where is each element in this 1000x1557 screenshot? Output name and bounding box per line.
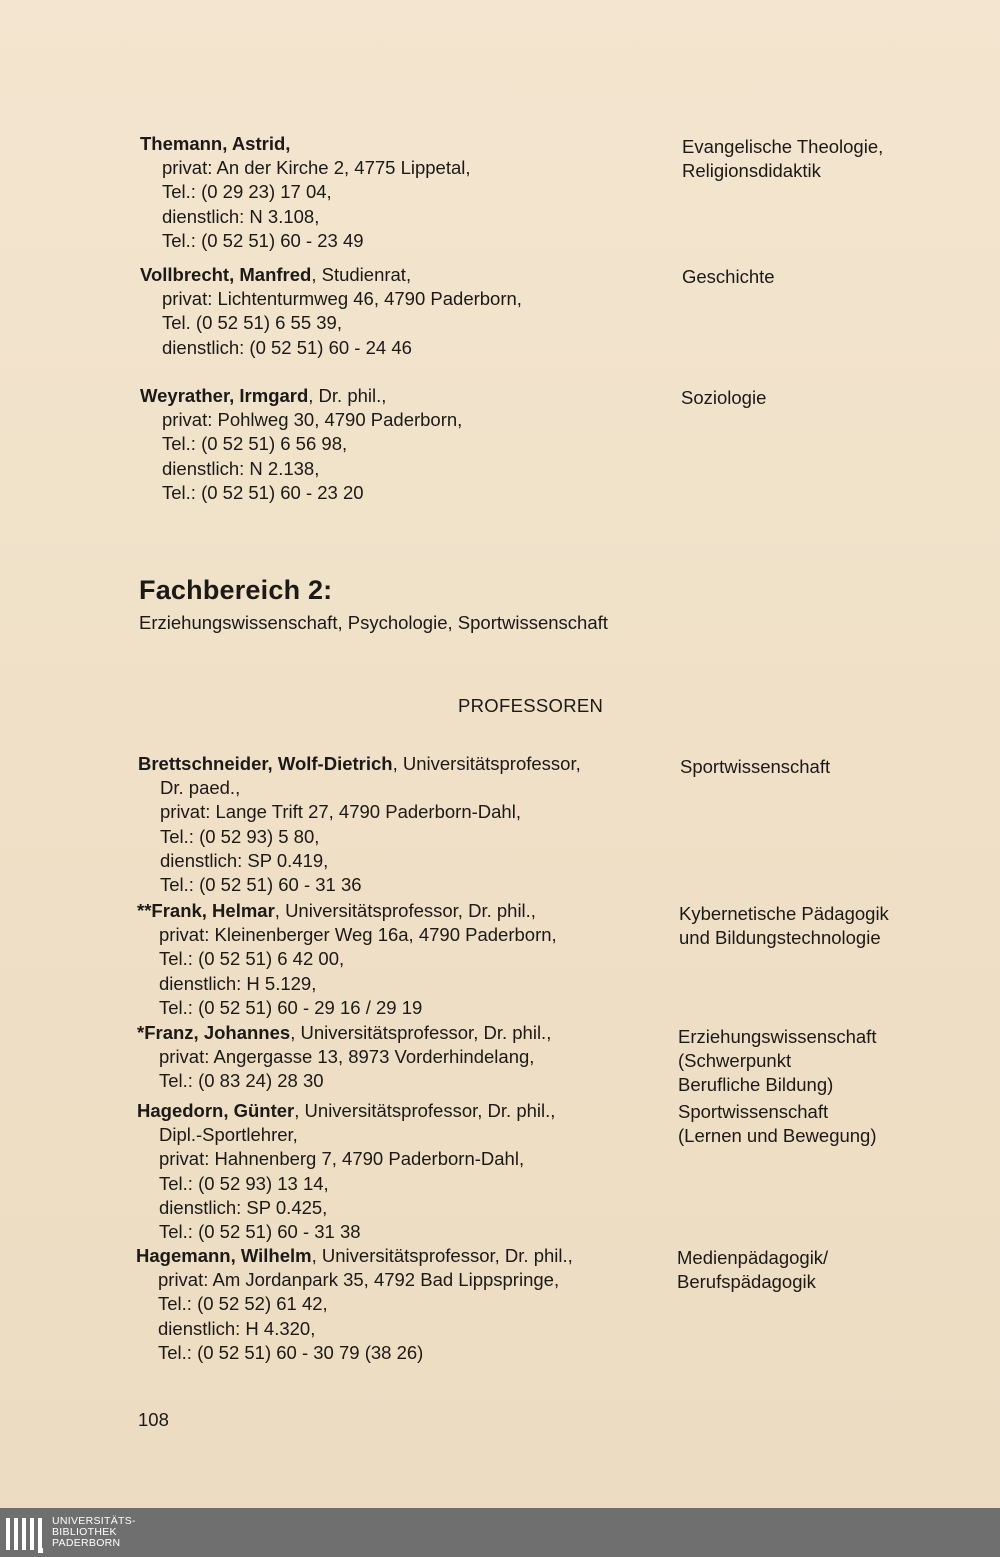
field-hagedorn [678,1100,877,1148]
field-weyrather [681,386,766,410]
address-line: privat: Pohlweg 30, 4790 Paderborn, [162,409,463,431]
person-name: Themann, Astrid, [140,133,291,154]
office-line: dienstlich: N 2.138, [162,457,320,479]
field-line: Geschichte [682,266,775,287]
office-line: dienstlich: H 5.129, [159,972,317,994]
phone-line: Tel.: (0 52 52) 61 42, [158,1293,328,1315]
degree-line: Dr. paed., [160,777,241,799]
fachbereich-subtitle: Erziehungswissenschaft, Psychologie, Sportwissenschaft [139,612,608,633]
address-line: privat: Kleinenberger Weg 16a, 4790 Paderborn, [159,924,557,946]
office-line: dienstlich: N 3.108, [162,205,320,227]
phone-line: Tel. (0 52 51) 6 55 39, [162,312,342,334]
person-name: **Frank, Helmar [137,900,275,921]
person-name: Vollbrecht, Manfred [140,264,312,285]
fachbereich-title: Fachbereich 2: [139,575,333,605]
address-line: privat: An der Kirche 2, 4775 Lippetal, [162,157,471,179]
phone-line: Tel.: (0 52 51) 60 - 31 38 [159,1221,361,1243]
library-name-line: PADERBORN [52,1537,121,1549]
person-name: Weyrather, Irmgard [140,385,309,406]
entry-franz [137,1021,551,1094]
person-name: Hagemann, Wilhelm [136,1245,312,1266]
phone-line: Tel.: (0 52 93) 13 14, [159,1172,329,1194]
field-brettschneider [680,755,830,779]
field-frank [679,902,889,950]
office-line: dienstlich: SP 0.419, [160,849,329,871]
field-line: Berufliche Bildung) [678,1074,834,1095]
field-line: Sportwissenschaft [678,1101,829,1122]
field-line: (Lernen und Bewegung) [678,1125,877,1146]
phone-line: Tel.: (0 52 51) 60 - 23 49 [162,229,364,251]
phone-line: Tel.: (0 52 51) 6 56 98, [162,433,348,455]
office-line: dienstlich: H 4.320, [158,1317,316,1339]
person-name: Hagedorn, Günter [137,1100,295,1121]
library-footer [0,1508,1000,1557]
address-line: privat: Lichtenturmweg 46, 4790 Paderborn, [162,288,522,310]
entry-vollbrecht [140,263,522,360]
phone-line: Tel.: (0 52 51) 6 42 00, [159,948,345,970]
page-number: 108 [138,1409,169,1430]
degree-line: Dipl.-Sportlehrer, [159,1124,298,1146]
phone-line: Tel.: (0 52 51) 60 - 30 79 (38 26) [158,1341,424,1363]
person-title: , Universitätsprofessor, Dr. phil., [290,1022,552,1043]
person-title: , Studienrat, [311,264,412,285]
entry-brettschneider [138,752,581,897]
person-title: , Universitätsprofessor, Dr. phil., [274,900,536,921]
field-line: Religionsdidaktik [682,160,821,181]
field-vollbrecht [682,265,775,289]
office-line: dienstlich: SP 0.425, [159,1196,328,1218]
address-line: privat: Hahnenberg 7, 4790 Paderborn-Dahl, [159,1148,525,1170]
address-line: privat: Am Jordanpark 35, 4792 Bad Lippspringe, [158,1269,560,1291]
field-line: Kybernetische Pädagogik [679,903,889,924]
field-hagemann [677,1246,828,1294]
phone-line: Tel.: (0 52 93) 5 80, [160,825,320,847]
phone-line: Tel.: (0 52 51) 60 - 29 16 / 29 19 [159,996,423,1018]
person-title: , Universitätsprofessor, Dr. phil., [294,1100,556,1121]
phone-line: Tel.: (0 52 51) 60 - 23 20 [162,481,364,503]
phone-line: dienstlich: (0 52 51) 60 - 24 46 [162,336,412,358]
person-title: , Universitätsprofessor, Dr. phil., [311,1245,573,1266]
library-name [52,1516,136,1549]
person-title: , Dr. phil., [308,385,387,406]
field-line: Erziehungswissenschaft [678,1026,877,1047]
person-name: Brettschneider, Wolf-Dietrich [138,753,393,774]
address-line: privat: Lange Trift 27, 4790 Paderborn-Dahl, [160,801,521,823]
logo-dot-icon [38,1548,43,1553]
person-name: *Franz, Johannes [137,1022,291,1043]
library-name-line: BIBLIOTHEK [52,1526,117,1538]
field-line: (Schwerpunkt [678,1050,792,1071]
person-title: , Universitätsprofessor, [392,753,581,774]
library-name-line: UNIVERSITÄTS- [52,1515,136,1527]
phone-line: Tel.: (0 52 51) 60 - 31 36 [160,874,362,896]
phone-line: Tel.: (0 83 24) 28 30 [159,1070,324,1092]
field-line: Sportwissenschaft [680,756,831,777]
section-heading: PROFESSOREN [458,695,604,716]
entry-hagedorn [137,1099,555,1244]
field-line: Evangelische Theologie, [682,136,884,157]
phone-line: Tel.: (0 29 23) 17 04, [162,181,332,203]
field-line: Soziologie [681,387,767,408]
entry-hagemann [136,1244,573,1365]
field-line: Berufspädagogik [677,1271,816,1292]
field-line: Medienpädagogik/ [677,1247,829,1268]
address-line: privat: Angergasse 13, 8973 Vorderhindelang, [159,1046,535,1068]
entry-weyrather [140,384,462,505]
field-themann [682,135,883,183]
field-line: und Bildungstechnologie [679,927,881,948]
entry-themann [140,132,471,253]
field-franz [678,1025,876,1097]
entry-frank [137,899,557,1020]
library-logo-icon [6,1518,46,1550]
